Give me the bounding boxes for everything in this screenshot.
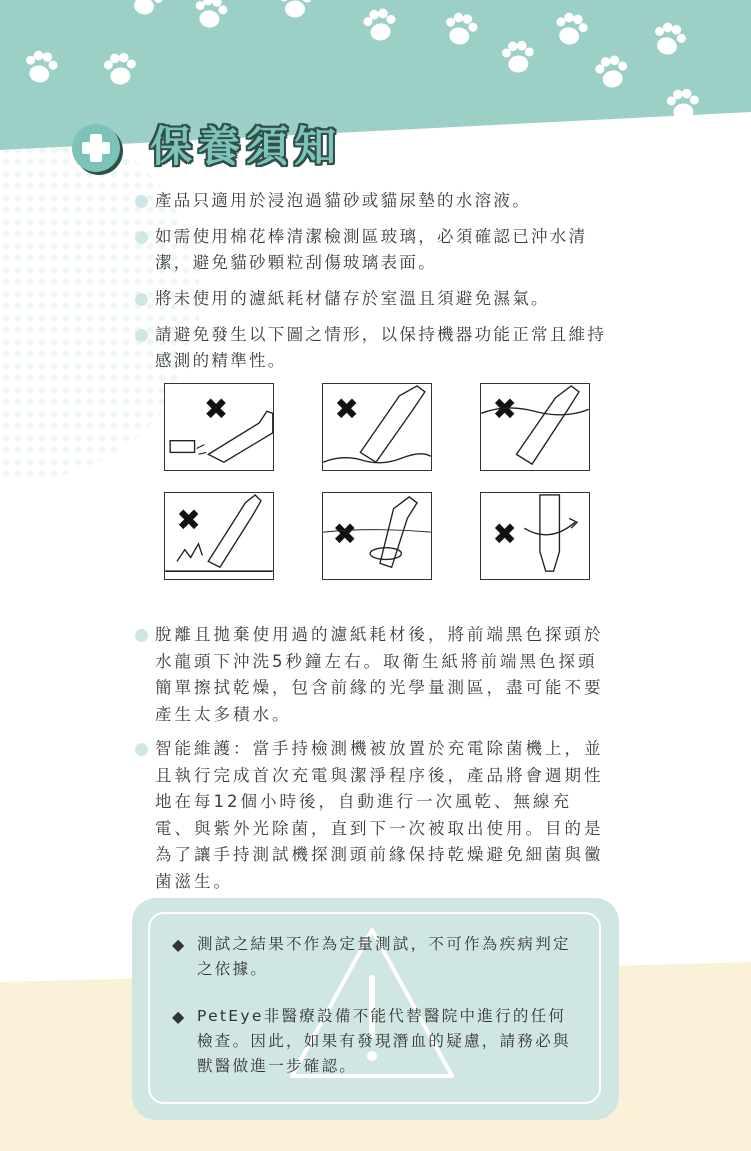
- medical-cross-icon: [70, 122, 124, 176]
- list-item: 脫離且拋棄使用過的濾紙耗材後，將前端黑色探頭於水龍頭下沖洗5秒鐘左右。取衛生紙將前端黑色探頭簡單擦拭乾燥，包含前緣的光學量測區，盡可能不要產生太多積水。: [133, 622, 608, 728]
- diagram-water-level: [480, 383, 590, 471]
- diamond-bullet-icon: ◆: [172, 935, 187, 954]
- prohibited-x-icon: ✖: [334, 392, 359, 427]
- care-instructions-list: [133, 188, 613, 384]
- list-item: 請避免發生以下圖之情形，以保持機器功能正常且維持感測的精準性。: [133, 322, 613, 374]
- list-item: 將未使用的濾紙耗材儲存於室溫且須避免濕氣。: [133, 286, 613, 312]
- diamond-bullet-icon: ◆: [172, 1007, 187, 1026]
- page-title: 保養須知: [150, 122, 343, 171]
- diagram-rotating: [322, 492, 432, 580]
- prohibited-usage-diagrams: [164, 383, 594, 583]
- list-item: 智能維護：當手持檢測機被放置於充電除菌機上，並且執行完成首次充電與潔淨程序後，產品將會週期性地在每12個小時後，自動進行一次風乾、無線充電、與紫外光除菌，直到下一次被取出使用。目的是為了讓手持測試機探測頭前緣保持乾燥避免細菌與黴菌滋生。: [133, 736, 608, 895]
- prohibited-x-icon: ✖: [332, 516, 358, 551]
- list-item: 產品只適用於浸泡過貓砂或貓尿墊的水溶液。: [133, 188, 613, 214]
- prohibited-x-icon: ✖: [492, 392, 517, 427]
- disclaimer-text: 測試之結果不作為定量測試，不可作為疾病判定之依據。: [197, 935, 571, 978]
- disclaimer-box: [132, 898, 619, 1120]
- list-item: 如需使用棉花棒清潔檢測區玻璃，必須確認已沖水清潔，避免貓砂顆粒刮傷玻璃表面。: [133, 224, 613, 276]
- disclaimer-item: [172, 932, 582, 982]
- disclaimer-item: [172, 1004, 582, 1079]
- disclaimer-text: PetEye非醫療設備不能代替醫院中進行的任何檢查。因此，如果有發現潛血的疑慮，請務必與獸醫做進一步確認。: [197, 1007, 571, 1075]
- prohibited-x-icon: ✖: [203, 392, 229, 427]
- prohibited-x-icon: ✖: [176, 503, 201, 538]
- prohibited-x-icon: ✖: [492, 516, 517, 551]
- disclaimer-list: [172, 932, 582, 1101]
- diagram-twisting: [480, 492, 590, 580]
- diagram-dropped-probe: [164, 383, 274, 471]
- maintenance-list: [133, 622, 608, 903]
- diagram-submerged-probe: [322, 383, 432, 471]
- diagram-impact: [164, 492, 274, 580]
